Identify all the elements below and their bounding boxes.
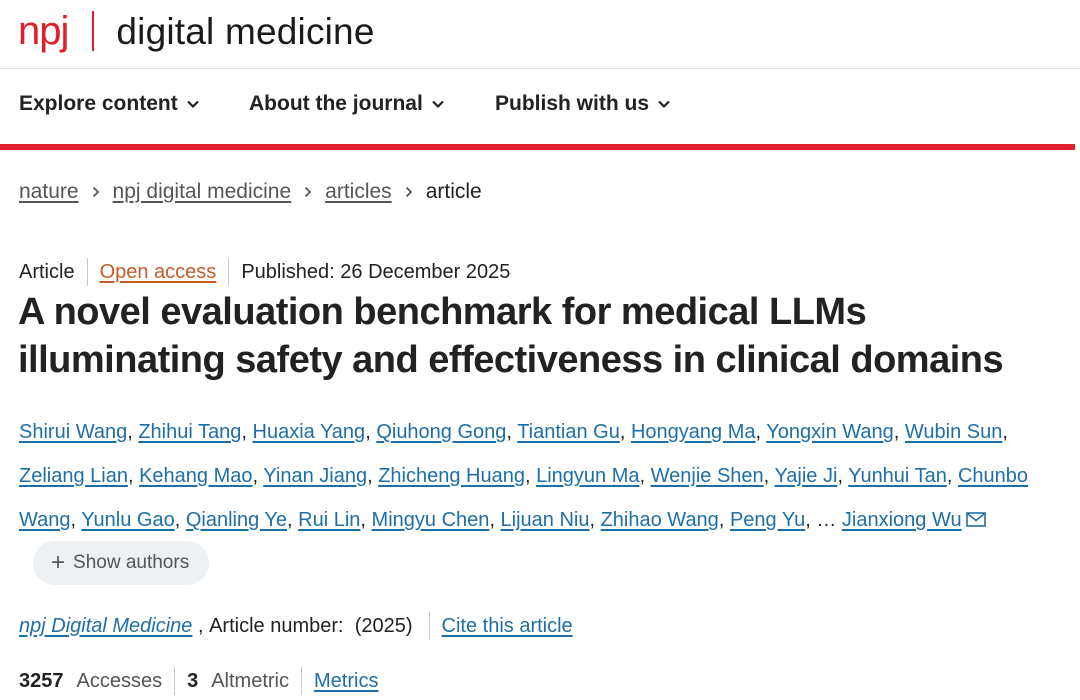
chevron-right-icon bbox=[79, 186, 113, 198]
accesses-count: 3257 bbox=[19, 669, 64, 692]
nav-about-journal[interactable] bbox=[249, 92, 445, 116]
journal-logo[interactable] bbox=[18, 4, 375, 58]
plus-icon: + bbox=[51, 548, 66, 576]
author-link[interactable]: Lingyun Ma bbox=[536, 465, 640, 487]
author-link[interactable]: Rui Lin bbox=[298, 509, 361, 531]
author-link[interactable]: Huaxia Yang bbox=[252, 421, 366, 443]
journal-link[interactable]: npj Digital Medicine bbox=[19, 614, 193, 637]
author-list: Shirui Wang, Zhihui Tang, Huaxia Yang, Qiuhong Gong, Tiantian Gu, Hongyang Ma, Yongxin Wang, Wubin Sun, Zeliang Lian, Kehang Mao, Yinan Jiang, Zhicheng Huang, Lingyun Ma, Wenjie Shen, Yajie Ji, Yunhui Tan, Chunbo Wang, Yunlu Gao, Qianling Ye, Rui Lin, Mingyu Chen, Lijuan Niu, Zhihao Wang, Peng Yu, … Jianxiong Wu + Show authors bbox=[19, 410, 1069, 587]
logo-title: digital medicine bbox=[116, 10, 375, 52]
chevron-down-icon bbox=[431, 97, 445, 111]
article-number-gap bbox=[344, 615, 355, 638]
author-link[interactable]: Yinan Jiang bbox=[263, 465, 368, 487]
article-number-label: Article number: bbox=[209, 614, 344, 637]
email-icon[interactable] bbox=[966, 512, 986, 527]
published-date: Published: 26 December 2025 bbox=[241, 260, 511, 283]
author-link[interactable]: Tiantian Gu bbox=[517, 421, 620, 443]
chevron-right-icon bbox=[392, 186, 426, 198]
author-link[interactable]: Zhihui Tang bbox=[138, 421, 242, 443]
author-ellipsis: … bbox=[816, 509, 837, 531]
author-link[interactable]: Zhicheng Huang bbox=[378, 465, 525, 487]
logo-npj: npj bbox=[18, 9, 69, 53]
article-meta bbox=[19, 258, 510, 286]
nav-publish-with-us[interactable] bbox=[495, 92, 671, 116]
author-link[interactable]: Chunbo Wang bbox=[19, 465, 1029, 531]
author-link[interactable]: Qiuhong Gong bbox=[376, 421, 507, 443]
metrics-link[interactable]: Metrics bbox=[314, 669, 379, 692]
altmetric-count: 3 bbox=[187, 669, 199, 692]
article-title: A novel evaluation benchmark for medical LLMs illuminating safety and effectiveness in clinical domains bbox=[18, 291, 1004, 381]
author-link[interactable]: Zhihao Wang bbox=[600, 509, 719, 531]
metrics-divider bbox=[301, 667, 302, 695]
site-header bbox=[0, 0, 1080, 69]
corresponding-author-link[interactable]: Jianxiong Wu bbox=[841, 509, 962, 531]
author-link[interactable]: Kehang Mao bbox=[139, 465, 253, 487]
show-authors-button[interactable] bbox=[33, 541, 209, 585]
breadcrumb-journal[interactable]: npj digital medicine bbox=[112, 180, 292, 203]
chevron-down-icon bbox=[186, 97, 200, 111]
chevron-right-icon bbox=[291, 186, 325, 198]
breadcrumb-current: article bbox=[425, 180, 482, 203]
altmetric-label: Altmetric bbox=[211, 669, 290, 692]
nav-label: Publish with us bbox=[495, 92, 650, 115]
cite-divider bbox=[429, 612, 430, 640]
article-metrics bbox=[19, 667, 378, 695]
chevron-down-icon bbox=[657, 97, 671, 111]
author-link[interactable]: Yongxin Wang bbox=[766, 421, 894, 443]
logo-divider bbox=[92, 11, 94, 51]
author-link[interactable]: Zeliang Lian bbox=[19, 465, 128, 487]
author-link[interactable]: Yajie Ji bbox=[774, 465, 838, 487]
show-authors-label: Show authors bbox=[73, 551, 190, 573]
main-nav bbox=[0, 68, 1080, 144]
meta-divider bbox=[87, 258, 88, 286]
cite-this-article-link[interactable]: Cite this article bbox=[441, 614, 573, 637]
article-type: Article bbox=[19, 260, 75, 283]
nav-label: About the journal bbox=[249, 92, 423, 115]
author-link[interactable]: Peng Yu bbox=[729, 509, 806, 531]
meta-divider bbox=[228, 258, 229, 286]
author-link[interactable]: Qianling Ye bbox=[185, 509, 288, 531]
article-year: (2025) bbox=[354, 614, 413, 637]
author-link[interactable]: Wenjie Shen bbox=[650, 465, 764, 487]
author-link[interactable]: Mingyu Chen bbox=[371, 509, 490, 531]
breadcrumb-nature[interactable]: nature bbox=[19, 180, 79, 203]
author-link[interactable]: Shirui Wang bbox=[19, 421, 128, 443]
citation-row bbox=[19, 612, 573, 640]
author-link[interactable]: Yunlu Gao bbox=[81, 509, 175, 531]
author-link[interactable]: Wubin Sun bbox=[904, 421, 1003, 443]
open-access-link[interactable]: Open access bbox=[99, 260, 217, 283]
article-number-sep: , bbox=[192, 614, 210, 637]
author-link[interactable]: Lijuan Niu bbox=[500, 509, 590, 531]
metrics-divider bbox=[174, 667, 175, 695]
nav-label: Explore content bbox=[19, 92, 178, 115]
breadcrumb bbox=[19, 180, 482, 204]
nav-accent-rule bbox=[0, 144, 1075, 150]
nav-explore-content[interactable] bbox=[19, 92, 200, 116]
author-link[interactable]: Yunhui Tan bbox=[848, 465, 947, 487]
author-link[interactable]: Hongyang Ma bbox=[630, 421, 756, 443]
breadcrumb-articles[interactable]: articles bbox=[325, 180, 392, 203]
accesses-label: Accesses bbox=[76, 669, 163, 692]
